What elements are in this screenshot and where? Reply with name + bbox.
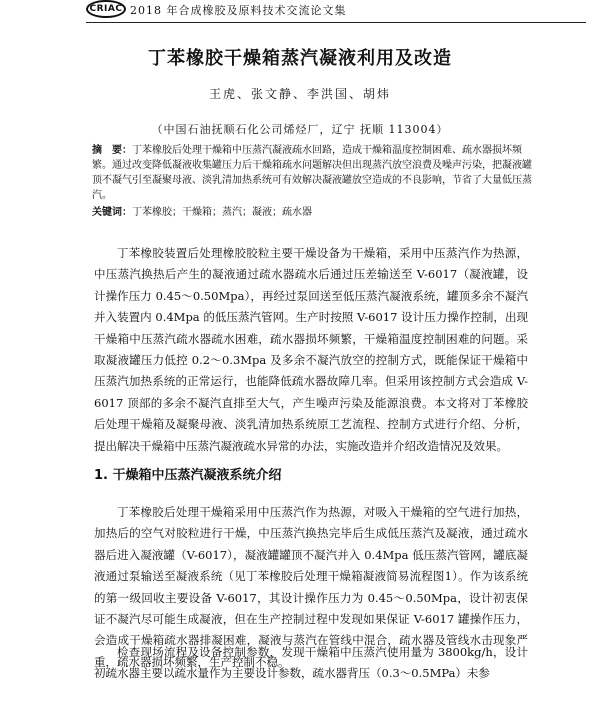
section-heading: 1. 干燥箱中压蒸汽凝液系统介绍	[94, 468, 282, 483]
abstract-label: 摘 要：	[92, 145, 132, 156]
author-list: 王虎、张文静、李洪国、胡炜	[208, 87, 391, 101]
keywords	[92, 206, 532, 220]
keywords-label: 关键词：	[92, 207, 132, 218]
abstract-text: 丁苯橡胶后处理干燥箱中压蒸汽凝液疏水回路，造成干燥箱温度控制困难、疏水器损坏频繁。通过改变降低凝液收集罐压力后干燥箱疏水问题解决但出现蒸汽放空浪费及噪声污染，把凝液罐顶不凝气引至凝聚母液、淡乳清加热系统可有效解决凝液罐放空造成的不良影响，节省了大量低压蒸汽。	[92, 145, 532, 201]
abstract	[92, 143, 532, 203]
publisher-logo: CRIAC	[86, 0, 126, 18]
author-affiliation: （中国石油抚顺石化公司烯烃厂，辽宁 抚顺 113004）	[151, 123, 449, 136]
journal-name: 2018 年合成橡胶及原料技术交流论文集	[130, 4, 347, 17]
article-title: 丁苯橡胶干燥箱蒸汽凝液利用及改造	[148, 48, 452, 69]
keywords-text: 丁苯橡胶；干燥箱；蒸汽；凝液；疏水器	[132, 207, 312, 218]
body-paragraph: 丁苯橡胶后处理干燥箱采用中压蒸汽作为热源，对吸入干燥箱的空气进行加热，加热后的空气对胶粒进行干燥，中压蒸汽换热完毕后生成低压蒸汽及凝液，通过疏水器后进入凝液罐（V-6017），凝液罐罐顶不凝汽并入 0.4Mpa 低压蒸汽管网，罐底凝液通过泵输送至凝液系统（见丁苯橡胶后处理干燥箱凝液简易流程图1）。作为该系统的第一级回收主要设备 V-6017，其设计操作压力为 0.45～0.50Mpa，设计初衷保证不凝汽尽可能生成凝液，但在生产控制过程中发现如果保证 V-6017 罐操作压力，会造成干燥箱疏水器排凝困难，凝液与蒸汽在管线中混合，疏水器及管线水击现象严重，疏水器损坏频繁，生产控制不稳。	[94, 505, 528, 669]
intro-paragraph: 丁苯橡胶装置后处理橡胶胶粒主要干燥设备为干燥箱，采用中压蒸汽作为热源，中压蒸汽换热后产生的凝液通过疏水器疏水后通过压差输送至 V-6017（凝液罐，设计操作压力 0.45～0.50Mpa），再经过泵回送至低压蒸汽凝液系统，罐顶多余不凝汽并入装置内 0.4Mpa 的低压蒸汽管网。生产时按照 V-6017 设计压力操作控制，出现干燥箱中压蒸汽疏水器疏水困难，疏水器损坏频繁，干燥箱温度控制困难的问题。采取凝液罐压力低控 0.2～0.3Mpa 及多余不凝汽放空的控制方式，既能保证干燥箱中压蒸汽加热系统的正常运行，也能降低疏水器故障几率。但采用该控制方式会造成 V-6017 顶部的多余不凝汽直排至大气，产生噪声污染及能源浪费。本文将对丁苯橡胶后处理干燥箱及凝聚母液、淡乳清加热系统原工艺流程、控制方式进行介绍、分析，提出解决干燥箱中压蒸汽凝液疏水异常的办法，实施改造并介绍改造情况及效果。	[94, 246, 528, 453]
body-paragraph: 检查现场流程及设备控制参数，发现干燥箱中压蒸汽使用量为 3800kg/h，设计初疏水器主要以疏水量作为主要设计参数，疏水器背压（0.3～0.5MPa）未参	[94, 645, 528, 681]
running-header	[86, 0, 586, 23]
